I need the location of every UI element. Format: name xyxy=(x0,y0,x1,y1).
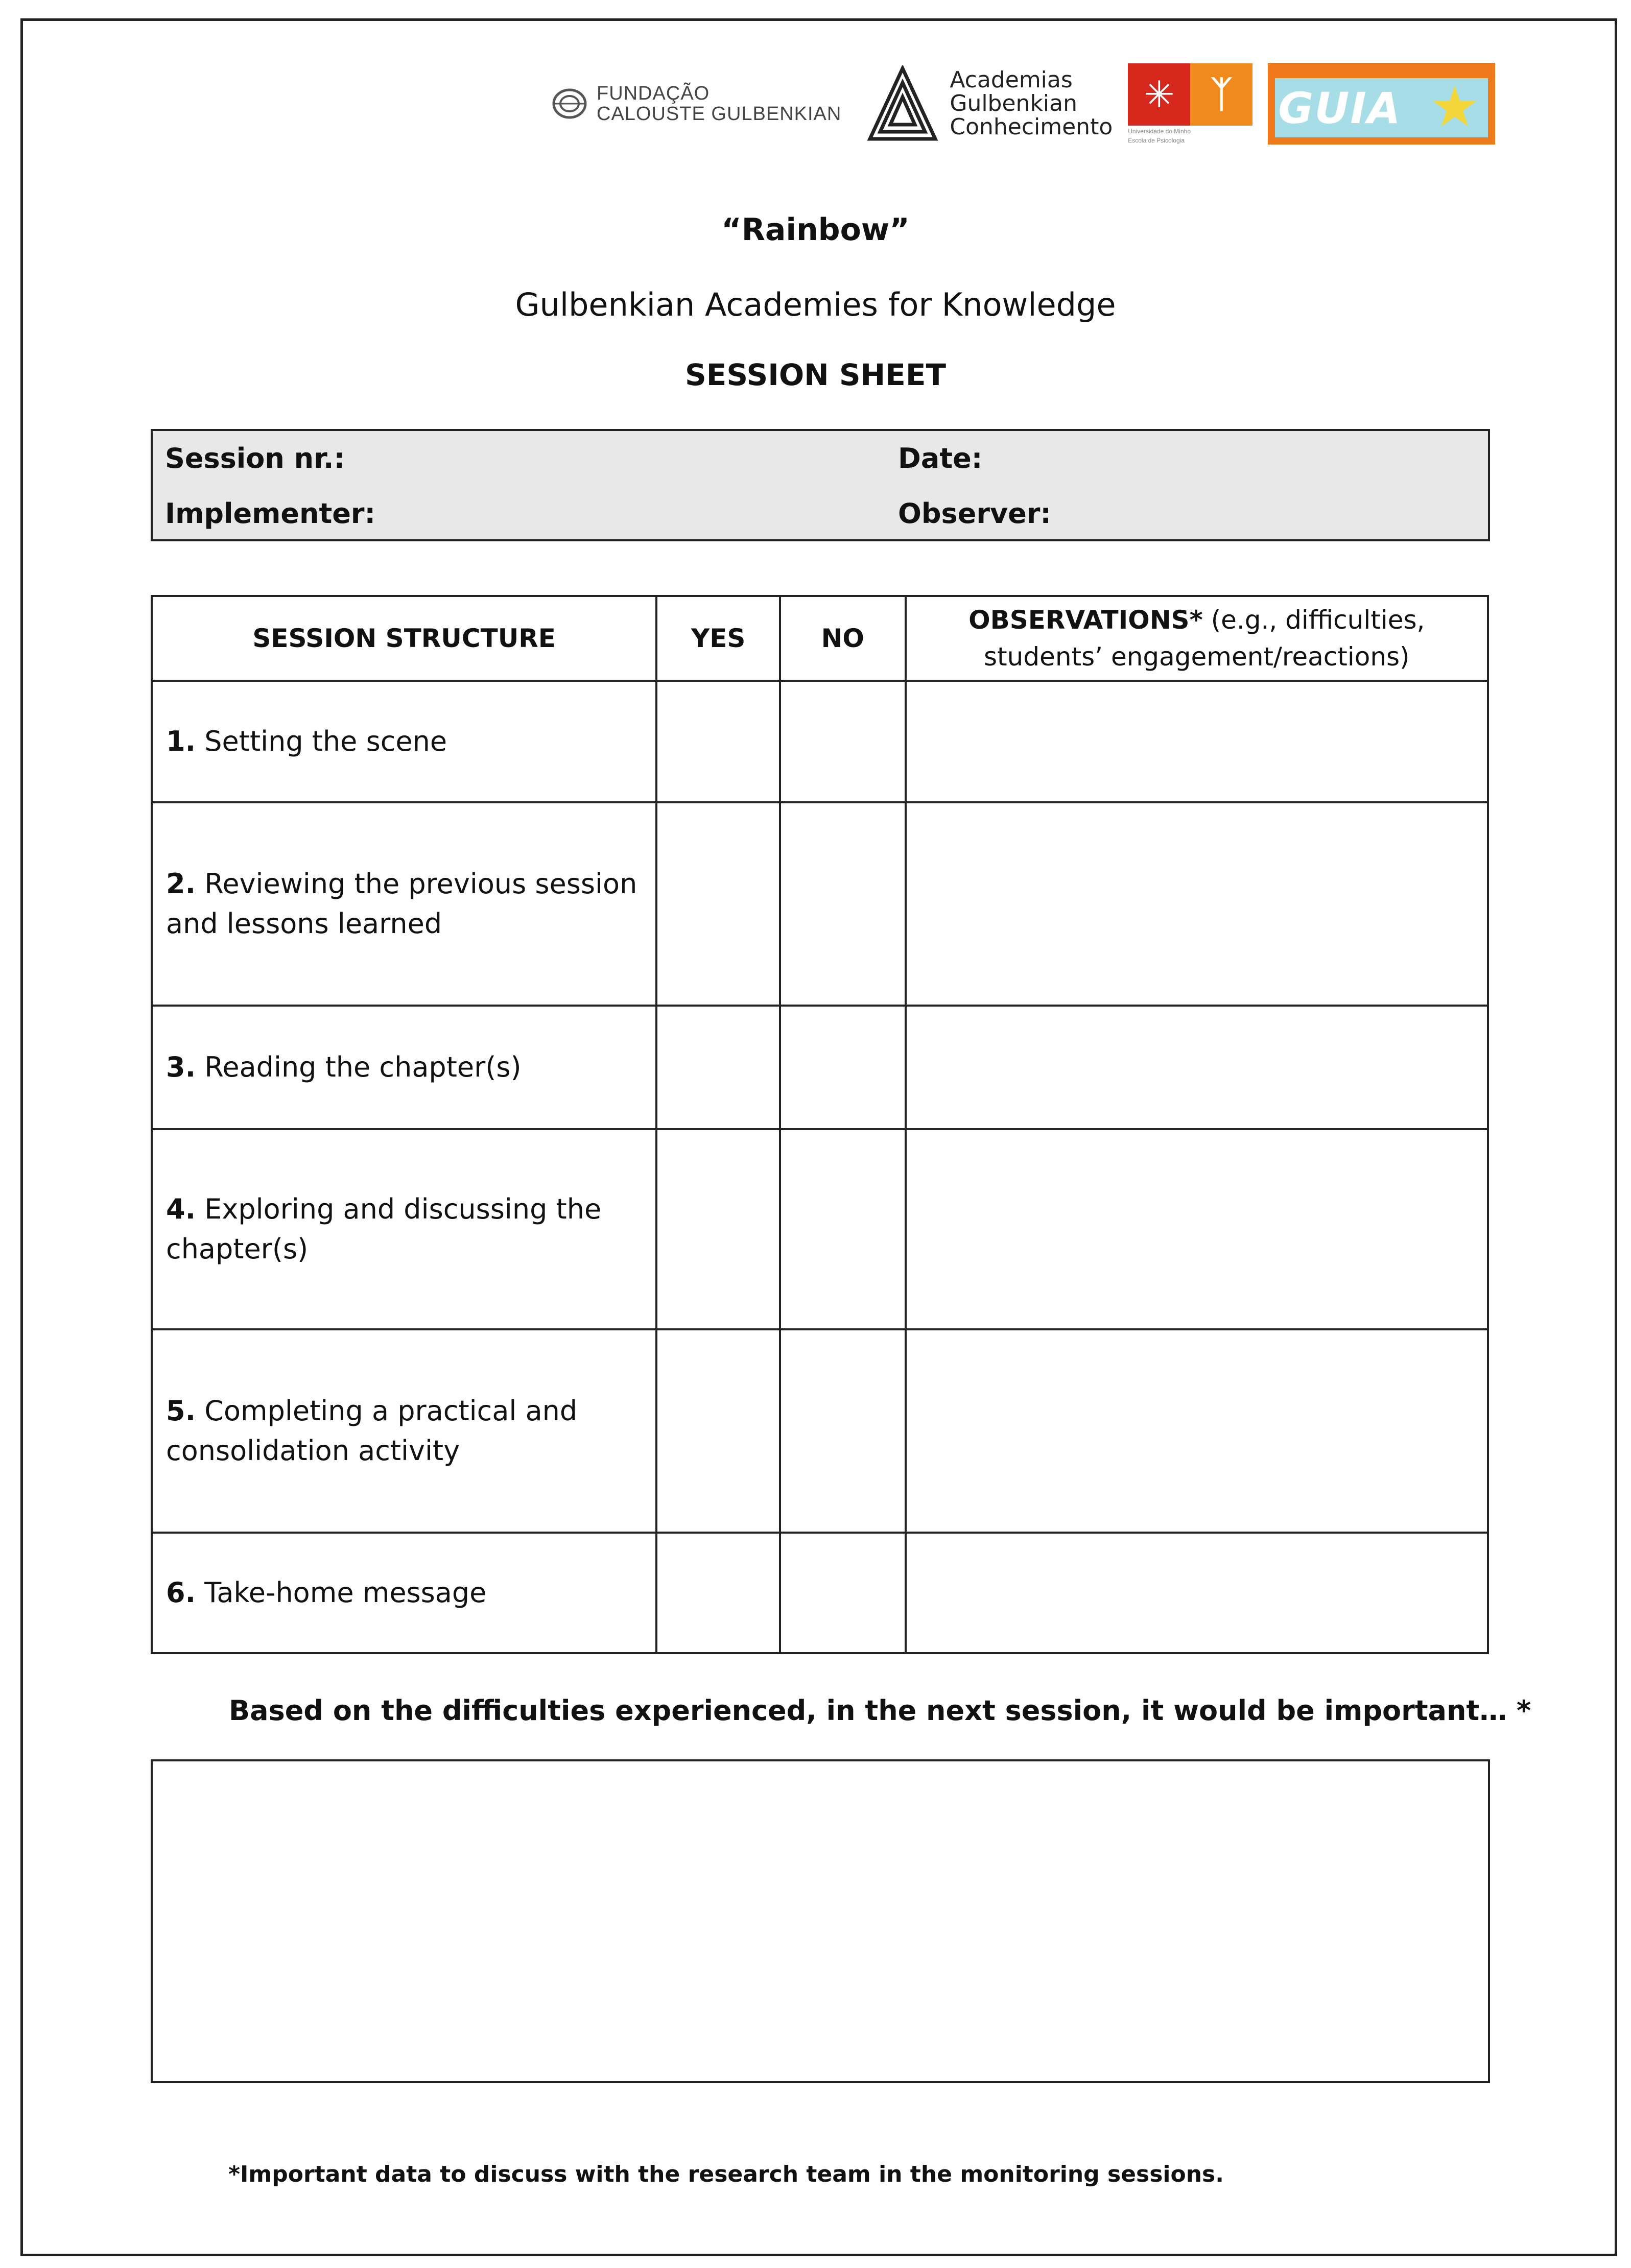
session-nr-label[interactable]: Session nr.: xyxy=(165,442,345,474)
no-cell[interactable] xyxy=(780,1329,906,1533)
structure-cell: 5. Completing a practical and consolidation activity xyxy=(152,1329,656,1533)
document-subtitle: Gulbenkian Academies for Knowledge xyxy=(515,286,1116,323)
no-cell[interactable] xyxy=(780,802,906,1006)
col-observations-header xyxy=(906,596,1488,681)
table-row xyxy=(152,1329,1488,1533)
implementer-label[interactable]: Implementer: xyxy=(165,497,376,530)
obs-header-rest1: (e.g., difficulties, xyxy=(1202,605,1425,635)
sheet-title: SESSION SHEET xyxy=(684,357,947,392)
guia-logo xyxy=(1268,63,1495,145)
gulbenkian-line1: FUNDAÇÃO xyxy=(597,83,710,104)
table-row xyxy=(152,1006,1488,1129)
yes-cell[interactable] xyxy=(656,681,780,802)
yes-cell[interactable] xyxy=(656,802,780,1006)
structure-cell: 3. Reading the chapter(s) xyxy=(152,1006,656,1129)
date-label[interactable]: Date: xyxy=(898,442,983,474)
yes-cell[interactable] xyxy=(656,1329,780,1533)
no-cell[interactable] xyxy=(780,1129,906,1329)
gulbenkian-emblem-icon xyxy=(552,86,587,122)
uminho-caption2: Escola de Psicologia xyxy=(1128,137,1185,144)
uminho-logo xyxy=(1128,63,1252,144)
academias-line2: Gulbenkian xyxy=(950,90,1077,116)
logo-bar xyxy=(552,60,1495,147)
no-cell[interactable] xyxy=(780,1006,906,1129)
yes-cell[interactable] xyxy=(656,1129,780,1329)
structure-cell: 6. Take-home message xyxy=(152,1533,656,1653)
footnote: *Important data to discuss with the research team in the monitoring sessions. xyxy=(228,2161,1224,2187)
observer-label[interactable]: Observer: xyxy=(898,497,1052,530)
yes-cell[interactable] xyxy=(656,1006,780,1129)
academias-line1: Academias xyxy=(950,67,1073,93)
next-session-prompt: Based on the difficulties experienced, in the next session, it would be important… * xyxy=(229,1694,1531,1727)
academias-triangle-icon xyxy=(867,65,938,142)
uminho-red-square-icon: ✳ xyxy=(1128,63,1190,126)
academias-line3: Conhecimento xyxy=(950,114,1113,140)
observations-cell[interactable] xyxy=(906,1006,1488,1129)
observations-cell[interactable] xyxy=(906,1329,1488,1533)
col-yes-header: YES xyxy=(656,596,780,681)
uminho-orange-square-icon: ᛉ xyxy=(1190,63,1252,126)
uminho-caption1: Universidade do Minho xyxy=(1128,128,1191,135)
table-row xyxy=(152,1533,1488,1653)
document-title: “Rainbow” xyxy=(721,212,910,248)
observations-cell[interactable] xyxy=(906,681,1488,802)
table-header-row xyxy=(152,596,1488,681)
structure-cell: 1. Setting the scene xyxy=(152,681,656,802)
table-row xyxy=(152,1129,1488,1329)
session-info-box xyxy=(151,429,1490,541)
table-row xyxy=(152,802,1488,1006)
col-no-header: NO xyxy=(780,596,906,681)
star-icon: ★ xyxy=(1429,76,1480,138)
yes-cell[interactable] xyxy=(656,1533,780,1653)
no-cell[interactable] xyxy=(780,1533,906,1653)
observations-cell[interactable] xyxy=(906,1533,1488,1653)
obs-header-rest2: students’ engagement/reactions) xyxy=(983,642,1410,672)
col-structure-header: SESSION STRUCTURE xyxy=(152,596,656,681)
next-session-notes-box[interactable] xyxy=(151,1759,1490,2083)
session-structure-table xyxy=(151,595,1489,1654)
gulbenkian-logo xyxy=(552,83,841,124)
no-cell[interactable] xyxy=(780,681,906,802)
guia-text: GUIA xyxy=(1278,83,1402,133)
academias-logo xyxy=(867,65,1113,142)
obs-header-bold: OBSERVATIONS* xyxy=(968,605,1203,635)
observations-cell[interactable] xyxy=(906,802,1488,1006)
structure-cell: 2. Reviewing the previous session and lessons learned xyxy=(152,802,656,1006)
structure-cell: 4. Exploring and discussing the chapter(s) xyxy=(152,1129,656,1329)
gulbenkian-line2: CALOUSTE GULBENKIAN xyxy=(597,103,842,125)
observations-cell[interactable] xyxy=(906,1129,1488,1329)
table-row xyxy=(152,681,1488,802)
